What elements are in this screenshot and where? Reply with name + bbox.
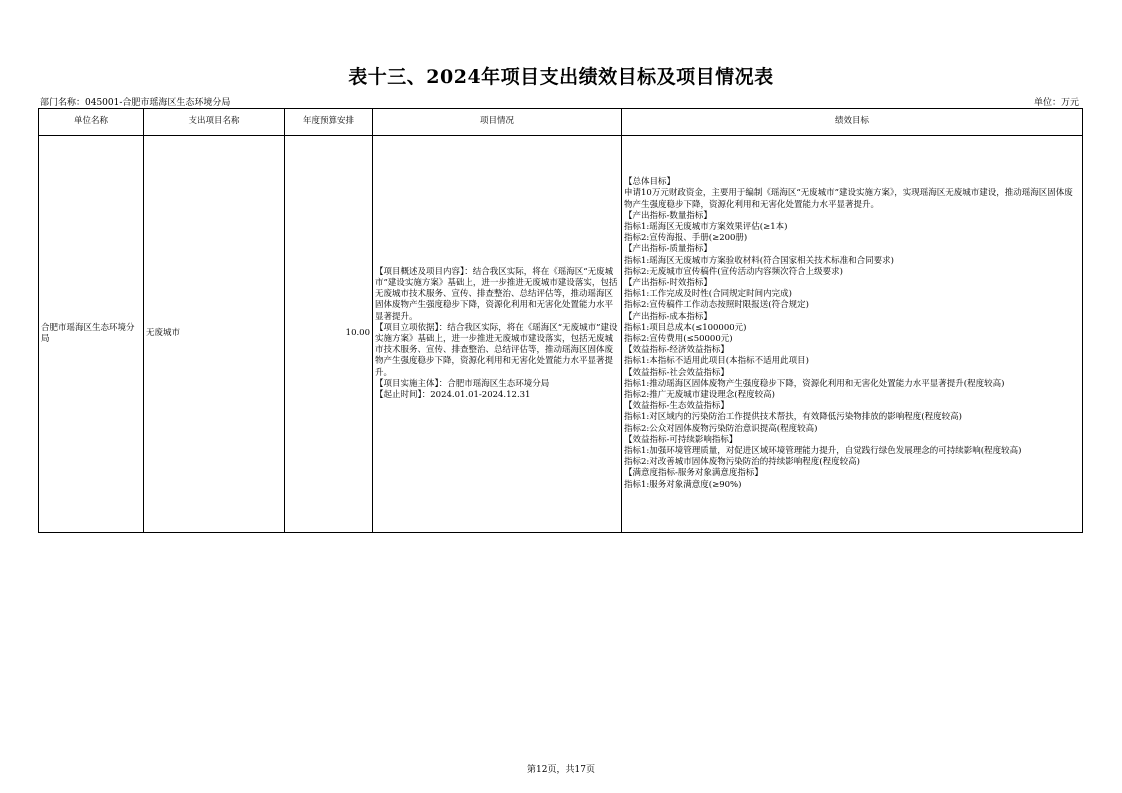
goal-line: 指标2:无废城市宣传稿件(宣传活动内容频次符合上级要求)	[624, 266, 843, 277]
table-row	[39, 136, 1083, 533]
header-budget: 年度预算安排	[285, 109, 373, 136]
goal-line: 【效益指标-生态效益指标】	[624, 401, 729, 412]
cell-budget: 10.00	[285, 136, 373, 533]
goal-line: 指标2:对改善城市固体废物污染防治的持续影响程度(程度较高)	[624, 457, 860, 468]
unit-label: 单位：万元	[1033, 98, 1079, 108]
table-header-row	[39, 109, 1083, 136]
goal-line: 指标2:宣传费用(≤50000元)	[624, 334, 733, 344]
goal-line: 【满意度指标-服务对象满意度指标】	[624, 468, 763, 479]
project-info-line: 【项目实施主体】：合肥市瑶海区生态环境分局	[375, 378, 550, 389]
header-project-info: 项目情况	[373, 109, 622, 136]
goal-line: 【产出指标-数量指标】	[624, 210, 712, 221]
goal-line: 【效益指标-社会效益指标】	[624, 367, 729, 378]
goal-line: 【效益指标-经济效益指标】	[624, 345, 729, 356]
goal-line: 指标2:公众对固体废物污染防治意识提高(程度较高)	[624, 423, 818, 434]
goal-line: 指标1:工作完成及时性(合同规定时间内完成)	[624, 289, 792, 300]
goal-line: 指标2:推广无废城市建设理念(程度较高)	[624, 390, 775, 401]
project-info-line: 【项目概述及项目内容】：结合我区实际，将在《瑶海区“无废城市”建设实施方案》基础上，进一步推进无废城市建设落实，包括无废城市技术服务、宣传、排查整治、总结评估等，推动瑶海区固体废物产生强度稳步下降，资源化利用和无害化处置能力水平显著提升。	[375, 266, 618, 322]
page-title: 表十三、2024年项目支出绩效目标及项目情况表	[348, 66, 774, 88]
goal-line: 指标1:推动瑶海区固体废物产生强度稳步下降，资源化利用和无害化处置能力水平显著提升(程度较高)	[624, 378, 1005, 389]
goal-line: 【产出指标-成本指标】	[624, 311, 712, 322]
goal-line: 指标1:服务对象满意度(≥90%)	[624, 479, 742, 490]
performance-table	[38, 108, 1083, 533]
goal-line: 指标1:对区域内的污染防治工作提供技术帮扶，有效降低污染物排放的影响程度(程度较高)	[624, 412, 962, 423]
header-unit-name: 单位名称	[39, 109, 144, 136]
goal-line: 指标1:本指标不适用此项目(本指标不适用此项目)	[624, 356, 809, 367]
goal-line: 指标1:加强环境管理质量，对促进区域环境管理能力提升，自觉践行绿色发展理念的可持续影响(程度较高)	[624, 446, 1022, 457]
goal-line: 指标1:项目总成本(≤100000元)	[624, 322, 747, 333]
header-project-name: 支出项目名称	[144, 109, 285, 136]
goal-line: 【效益指标-可持续影响指标】	[624, 434, 738, 445]
goal-line: 指标1:瑶海区无废城市方案验收材料(符合国家相关技术标准和合同要求)	[624, 255, 894, 266]
goal-line: 指标2:宣传海报、手册(≥200册)	[624, 233, 748, 244]
goal-line: 指标2:宣传稿件工作动态按照时限报送(符合规定)	[624, 300, 809, 311]
goal-line: 【产出指标-时效指标】	[624, 277, 712, 288]
cell-performance-goals	[622, 136, 1083, 533]
department-label: 部门名称：045001-合肥市瑶海区生态环境分局	[40, 98, 231, 108]
goal-line: 【产出指标-质量指标】	[624, 244, 712, 255]
cell-project-name: 无废城市	[144, 136, 285, 533]
header-performance-goals: 绩效目标	[622, 109, 1083, 136]
project-info-line: 【项目立项依据】：结合我区实际，将在《瑶海区“无废城市”建设实施方案》基础上，进一步推进无废城市建设落实，包括无废城市技术服务、宣传、排查整治、总结评估等，推动瑶海区固体废物产生强度稳步下降，资源化利用和无害化处置能力水平显著提升。	[375, 322, 618, 378]
goal-line: 申请10万元财政资金，主要用于编制《瑶海区“无废城市”建设实施方案》，实现瑶海区无废城市建设，推动瑶海区固体废物产生强度稳步下降，资源化利用和无害化处置能力水平显著提升。	[624, 188, 1073, 210]
cell-project-info	[373, 136, 622, 533]
project-info-line: 【起止时间】：2024.01.01-2024.12.31	[375, 390, 531, 401]
goal-line: 【总体目标】	[624, 177, 676, 188]
cell-unit-name: 合肥市瑶海区生态环境分局	[39, 136, 144, 533]
page-footer: 第12页，共17页	[527, 765, 595, 775]
goal-line: 指标1:瑶海区无废城市方案效果评估(≥1本)	[624, 221, 788, 232]
